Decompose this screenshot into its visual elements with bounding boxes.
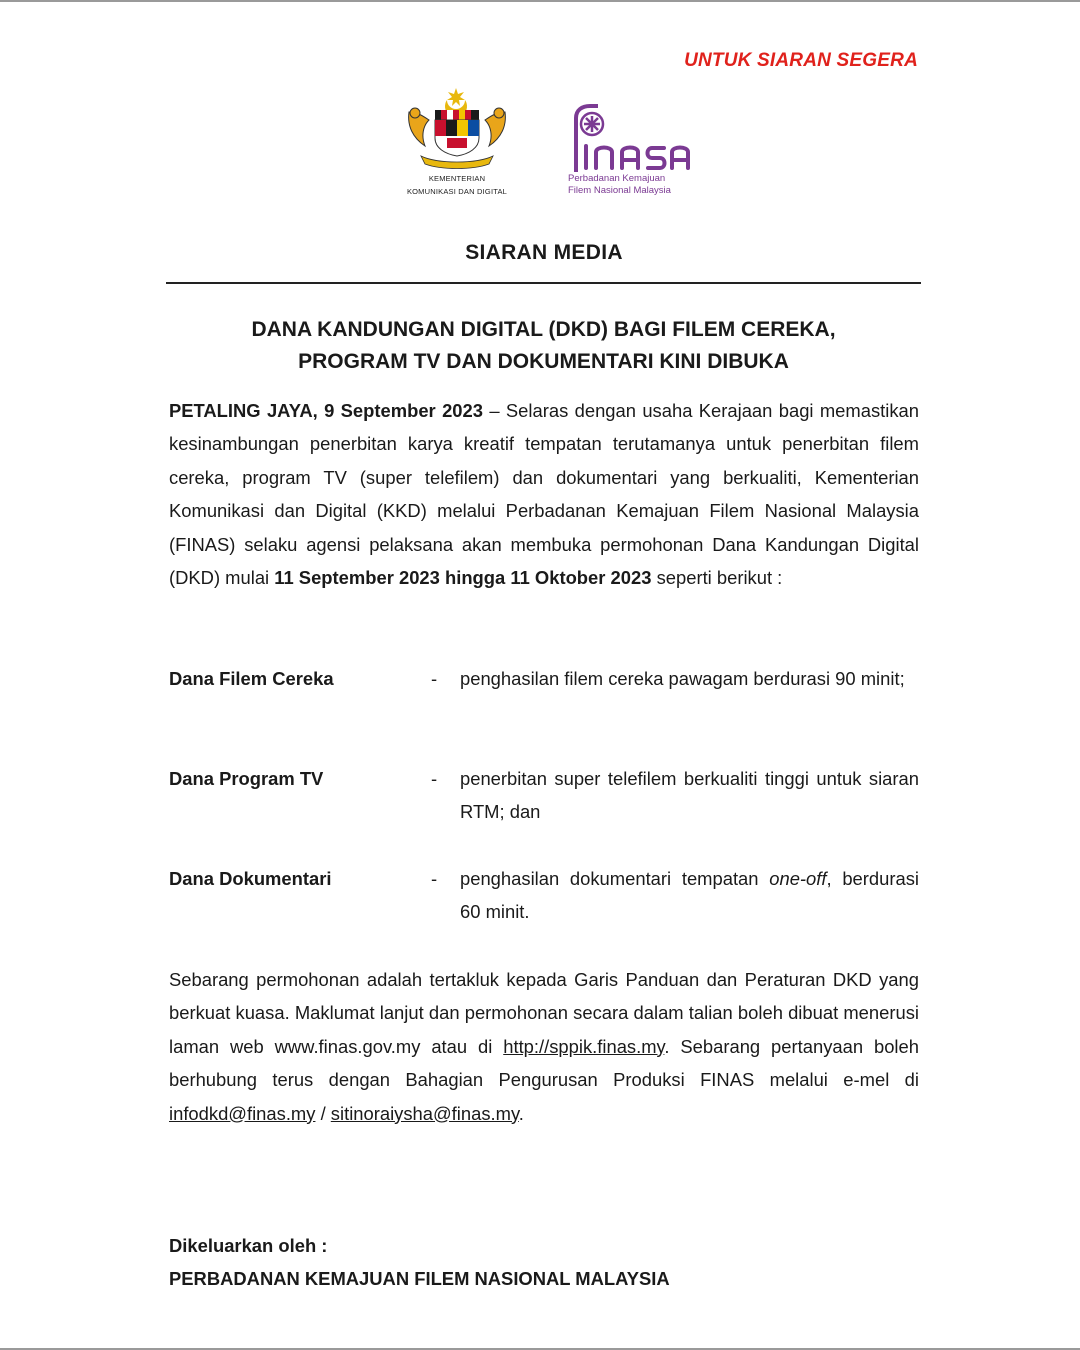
fund-description: penghasilan filem cereka pawagam berdurasi 90 minit; [460, 668, 905, 689]
fund-name: Dana Dokumentari [169, 868, 332, 889]
heading-divider [166, 282, 921, 284]
fund-description: penerbitan super telefilem berkualiti tinggi untuk siaran RTM; dan [460, 768, 919, 823]
closing-text-1: Sebarang permohonan adalah tertakluk kepada Garis Panduan dan Peraturan DKD yang berkuat kuasa. Maklumat lanjut dan permohonan secara dalam talian boleh dibuat menerusi laman web www.finas.gov.my atau di [169, 969, 919, 1057]
ministry-logo [396, 86, 518, 196]
ministry-caption-line2: KOMUNIKASI DAN DIGITAL [406, 187, 508, 196]
fund-desc-after: , berdurasi 60 minit. [460, 868, 919, 923]
fund-dash: - [431, 768, 438, 789]
fund-description [460, 862, 919, 929]
finas-caption-line1: Perbadanan Kemajuan [568, 173, 666, 184]
portal-link[interactable]: http://sppik.finas.my [503, 1035, 665, 1057]
issuer-block [169, 1229, 670, 1296]
ministry-caption-line1: KEMENTERIAN [428, 174, 486, 183]
lead-text-2: seperti berikut : [651, 567, 783, 589]
document-type-heading: SIARAN MEDIA [465, 241, 623, 264]
issuer-label: Dikeluarkan oleh : [169, 1235, 328, 1256]
dateline: PETALING JAYA, 9 September 2023 [169, 400, 483, 421]
lead-text-1: – Selaras dengan usaha Kerajaan bagi memastikan kesinambungan penerbitan karya kreatif tempatan terutamanya untuk penerbitan filem cereka, program TV (super telefilem) dan dokumentari yang berkualiti, Kementerian Komunikasi dan Digital (KKD) melalui Perbadanan Kemajuan Filem Nasional Malaysia (FINAS) selaku agensi pelaksana akan membuka permohonan Dana Kandungan Digital (DKD) mulai [169, 400, 919, 589]
top-border [0, 0, 1080, 2]
headline-line2: PROGRAM TV DAN DOKUMENTARI KINI DIBUKA [298, 350, 789, 373]
lead-paragraph [169, 394, 919, 594]
headline [166, 314, 921, 378]
release-tag: UNTUK SIARAN SEGERA [684, 50, 918, 71]
fund-row-tv-program [169, 762, 921, 832]
application-period: 11 September 2023 hingga 11 Oktober 2023 [274, 567, 652, 589]
fund-name: Dana Filem Cereka [169, 668, 334, 689]
closing-paragraph [169, 963, 919, 1130]
closing-text-2: . Sebarang pertanyaan boleh berhubung terus dengan Bahagian Pengurusan Produksi FINAS melalui e-mel di [169, 1035, 919, 1091]
finas-logo-icon [568, 104, 692, 172]
finas-caption-line2: Filem Nasional Malaysia [568, 185, 671, 196]
malaysia-coat-of-arms-icon [403, 86, 511, 170]
closing-text-3: . [518, 1102, 524, 1124]
email-link-infodkd[interactable]: infodkd@finas.my [169, 1102, 316, 1124]
fund-dash: - [431, 868, 438, 889]
fund-row-feature-film [169, 662, 921, 732]
email-link-sitinoraiysha[interactable]: sitinoraiysha@finas.my [330, 1102, 519, 1124]
fund-desc-italic: one-off [769, 868, 827, 889]
fund-dash: - [431, 668, 438, 689]
fund-name: Dana Program TV [169, 768, 324, 789]
fund-row-documentary [169, 862, 921, 932]
fund-desc-before: penghasilan dokumentari tempatan [460, 868, 770, 889]
email-separator: / [315, 1102, 331, 1124]
issuer-name: PERBADANAN KEMAJUAN FILEM NASIONAL MALAYSIA [169, 1268, 670, 1290]
finas-logo [568, 104, 698, 196]
headline-line1: DANA KANDUNGAN DIGITAL (DKD) BAGI FILEM CEREKA, [251, 318, 836, 341]
